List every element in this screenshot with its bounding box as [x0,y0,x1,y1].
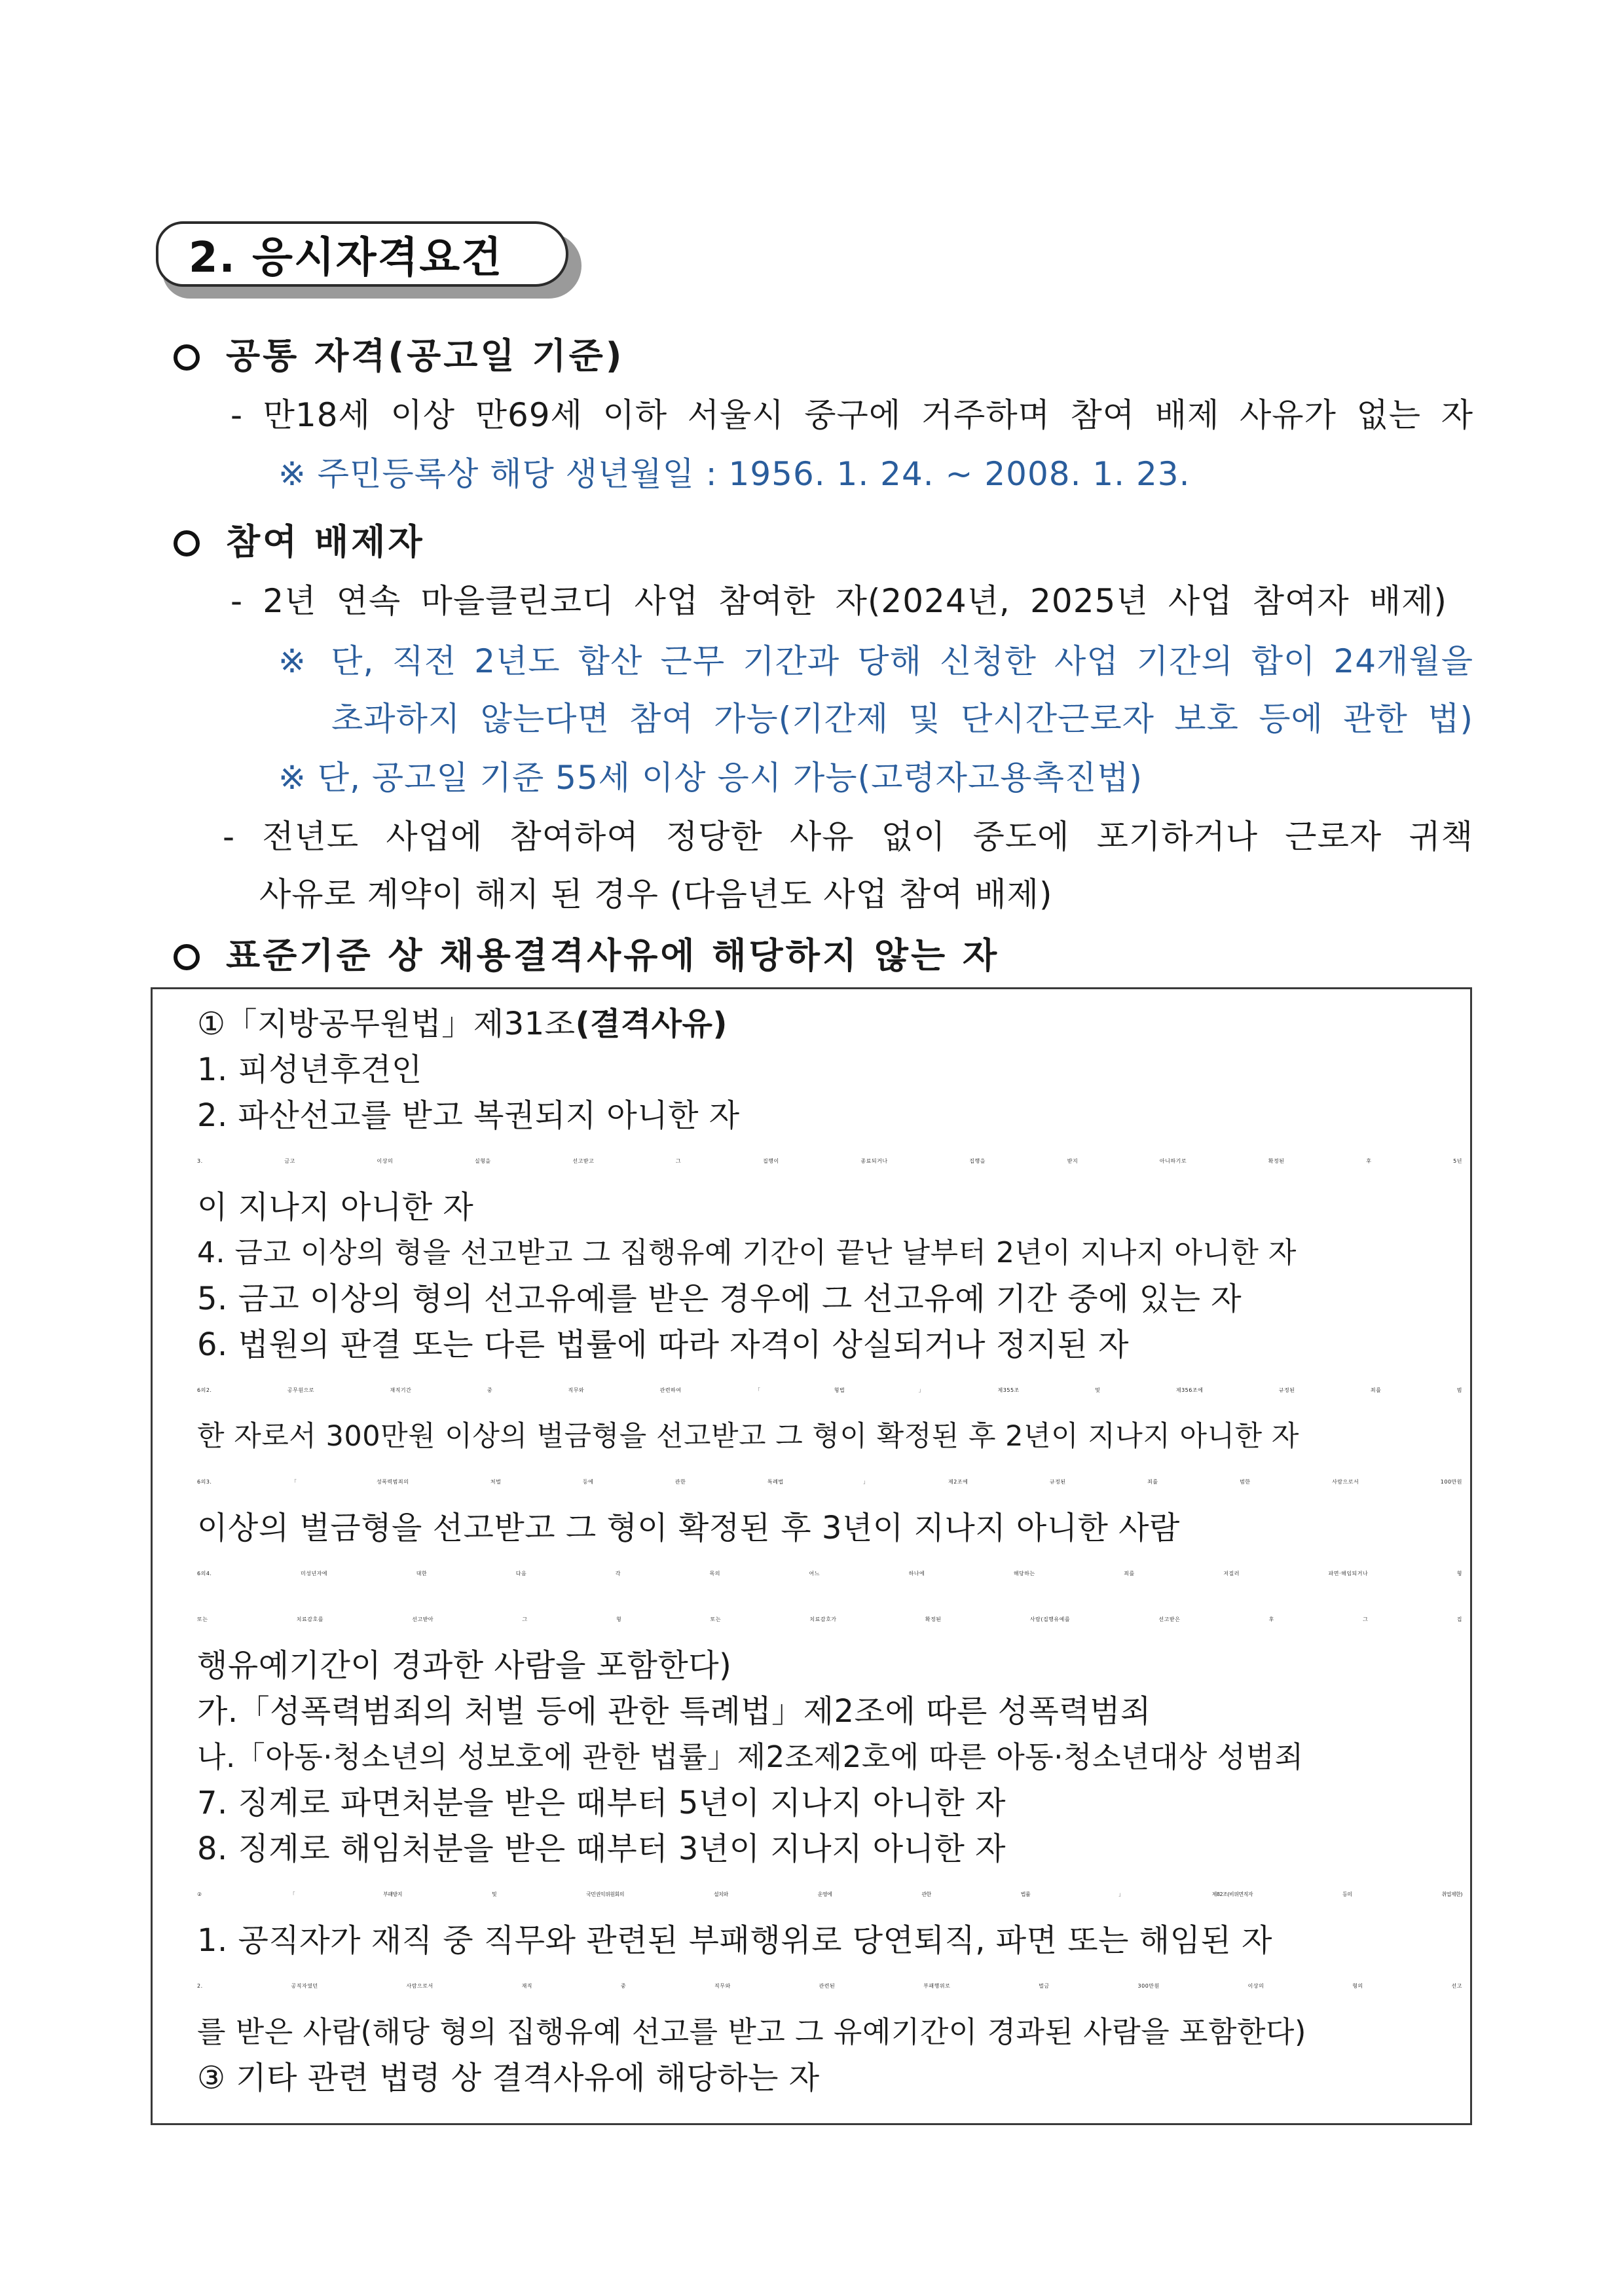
box-line-6-4a: 6의4. 미성년자에 대한 다음 각 목의 어느 하나에 해당하는 죄를 저질러 파면·해임되거나 형 [197,1571,1462,1576]
box-line-6-3b: 이상의 벌금형을 선고받고 그 형이 확정된 후 3년이 지나지 아니한 사람 [197,1510,1180,1546]
common-item-1: - 만18세 이상 만69세 이하 서울시 중구에 거주하며 참여 배제 사유가 없는 자 [231,396,1473,434]
common-heading: 공통 자격(공고일 기준) [226,335,625,376]
exclusion-heading-row [174,522,425,562]
box-line-5: 5. 금고 이상의 형의 선고유예를 받은 경우에 그 선고유예 기간 중에 있는 자 [197,1281,1242,1317]
box-line-3a: 3. 금고 이상의 실형을 선고받고 그 집행이 종료되거나 집행을 받지 아니하기로 확정된 후 5년 [197,1158,1462,1164]
box-line-7: 7. 징계로 파면처분을 받은 때부터 5년이 지나지 아니한 자 [197,1785,1006,1821]
exclusion-item-2-line-1: - 전년도 사업에 참여하여 정당한 사유 없이 중도에 포기하거나 근로자 귀책 [223,818,1473,856]
disqualification-box [151,987,1472,2125]
box-line-m1: 1. 공직자가 재직 중 직무와 관련된 부패행위로 당연퇴직, 파면 또는 해임된 자 [197,1922,1272,1959]
exclusion-note-1-line-2: 초과하지 않는다면 참여 가능(기간제 및 단시간근로자 보호 등에 관한 법) [331,700,1473,738]
box-line-3b: 이 지나지 아니한 자 [197,1189,474,1226]
box-line-6-2a: 6의2. 공무원으로 재직기간 중 직무와 관련하여「형법」제355조 및 제356조에 규정된 죄를 범 [197,1387,1462,1393]
box-line-4: 4. 금고 이상의 형을 선고받고 그 집행유예 기간이 끝난 날부터 2년이 지나지 아니한 자 [197,1236,1297,1269]
law-1-name: ①「지방공무원법」제31조 [197,1006,576,1042]
standard-heading-row [174,936,999,975]
law-1-bold: (결격사유) [575,1006,728,1042]
law-2-title: ②「부패방지 및 국민권익위원회의 설치와 운영에 관한 법률」제82조(비위면직자 등의 취업제한) [197,1891,1462,1897]
box-line-8: 8. 징계로 해임처분을 받은 때부터 3년이 지나지 아니한 자 [197,1831,1006,1867]
circle-bullet-icon [174,530,200,556]
circle-bullet-icon [174,344,200,371]
common-note-1: ※ 주민등록상 해당 생년월일 : 1956. 1. 24. ~ 2008. 1. 23. [278,455,1190,493]
exclusion-heading: 참여 배제자 [226,521,425,562]
title-tab-face [156,221,568,287]
box-line-6-4b: 또는 치료감호를 선고받아 그 형 또는 치료감호가 확정된 사람(집행유예를 선고받은 후 그 집 [197,1616,1462,1622]
box-line-6-4c: 행유예기간이 경과한 사람을 포함한다) [197,1647,732,1684]
box-line-na: 나.「아동·청소년의 성보호에 관한 법률」제2조제2호에 따른 아동·청소년대상 성범죄 [197,1740,1304,1774]
box-line-6: 6. 법원의 판결 또는 다른 법률에 따라 자격이 상실되거나 정지된 자 [197,1326,1129,1363]
standard-heading: 표준기준 상 채용결격사유에 해당하지 않는 자 [226,935,1000,976]
law-3-title: ③ 기타 관련 법령 상 결격사유에 해당하는 자 [197,2060,820,2096]
box-line-6-3a: 6의3.「성폭력범죄의 처벌 등에 관한 특례법」제2조에 규정된 죄를 범한 사람으로서 100만원 [197,1479,1462,1485]
box-line-m2a: 2. 공직자였던 사람으로서 재직 중 직무와 관련된 부패행위로 벌금 300만원 이상의 형의 선고 [197,1983,1462,1989]
box-line-6-2b: 한 자로서 300만원 이상의 벌금형을 선고받고 그 형이 확정된 후 2년이 지나지 아니한 자 [197,1420,1299,1453]
circle-bullet-icon [174,944,200,970]
exclusion-item-1: - 2년 연속 마을클린코디 사업 참여한 자(2024년, 2025년 사업 참여자 배제) [231,582,1447,620]
section-title-tab [156,221,581,299]
box-line-1: 1. 피성년후견인 [197,1051,422,1088]
box-line-2: 2. 파산선고를 받고 복권되지 아니한 자 [197,1097,740,1134]
law-1-title [197,1005,728,1043]
exclusion-note-1-line-1: ※ 단, 직전 2년도 합산 근무 기간과 당해 신청한 사업 기간의 합이 24개월을 [278,642,1473,680]
section-title: 2. 응시자격요건 [189,234,504,282]
box-line-ga: 가.「성폭력범죄의 처벌 등에 관한 특례법」제2조에 따른 성폭력범죄 [197,1693,1151,1730]
exclusion-note-2: ※ 단, 공고일 기준 55세 이상 응시 가능(고령자고용촉진법) [278,759,1143,797]
exclusion-item-2-line-2: 사유로 계약이 해지 된 경우 (다음년도 사업 참여 배제) [259,875,1053,913]
box-line-m2b: 를 받은 사람(해당 형의 집행유예 선고를 받고 그 유예기간이 경과된 사람을 포함한다) [197,2014,1306,2049]
common-heading-row [174,337,624,376]
